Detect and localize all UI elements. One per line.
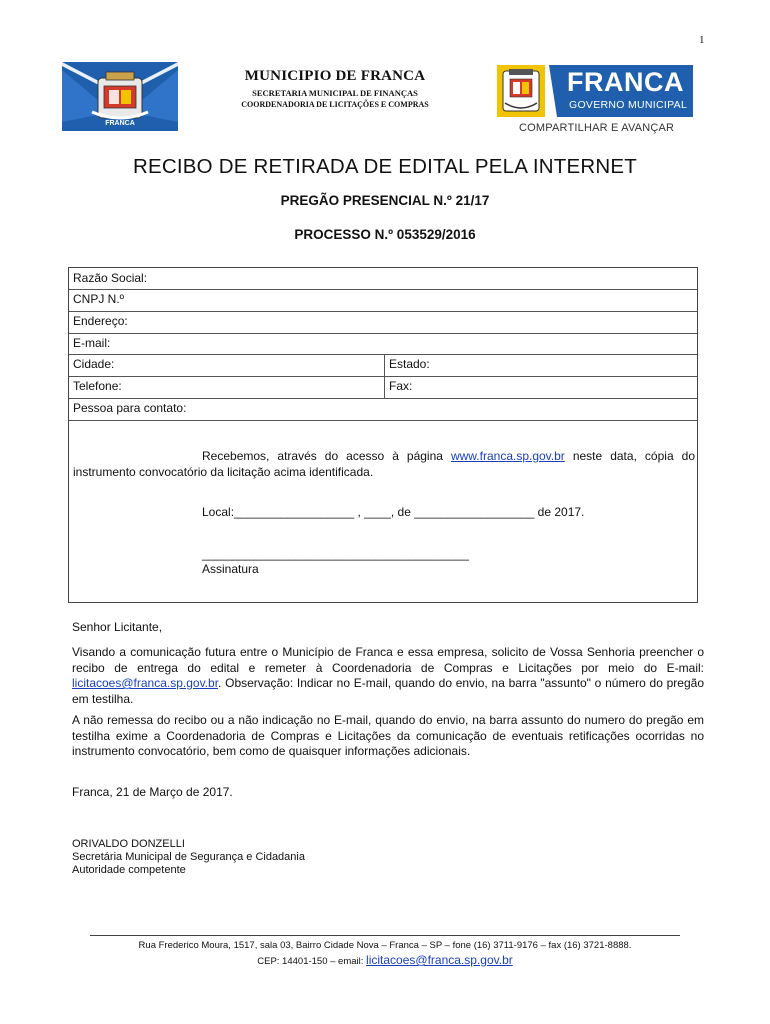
franca-website-link[interactable]: www.franca.sp.gov.br bbox=[450, 449, 565, 463]
signature-label: Assinatura bbox=[202, 562, 259, 576]
estado-label: Estado: bbox=[389, 357, 430, 371]
footer-contact bbox=[0, 953, 770, 967]
left-logo-label: FRANCA bbox=[105, 120, 135, 127]
signatory-name: ORIVALDO DONZELLI bbox=[72, 838, 185, 850]
header-title: MUNICIPIO DE FRANCA bbox=[244, 68, 426, 84]
processo-number: PROCESSO N.º 053529/2016 bbox=[294, 227, 476, 242]
form-row-endereco bbox=[69, 311, 697, 334]
slogan: COMPARTILHAR E AVANÇAR bbox=[519, 122, 675, 134]
cnpj-label: CNPJ N.º bbox=[73, 292, 125, 306]
pregao-number: PREGÃO PRESENCIAL N.º 21/17 bbox=[280, 193, 490, 208]
receipt-form bbox=[68, 267, 698, 603]
document-title: RECIBO DE RETIRADA DE EDITAL PELA INTERNET bbox=[133, 155, 637, 178]
right-logo-subtitle: GOVERNO MUNICIPAL bbox=[569, 99, 688, 111]
footer-address: Rua Frederico Moura, 1517, sala 03, Bairro Cidade Nova – Franca – SP – fone (16) 3711-9176 – fax (16) 3721-8888. bbox=[138, 940, 632, 951]
receipt-text-end: neste data, cópia do instrumento convocatório da licitação acima identificada. bbox=[73, 449, 695, 479]
instructions-text-end: . Observação: Indicar no E-mail, quando do envio, na barra "assunto" o número do pregão em testilha. bbox=[72, 676, 704, 706]
form-row-razao-social bbox=[69, 268, 697, 290]
franca-governo-municipal-logo bbox=[497, 65, 693, 117]
email-label: E-mail: bbox=[73, 336, 111, 350]
licitacoes-email-link[interactable]: licitacoes@franca.sp.gov.br bbox=[72, 676, 219, 690]
form-row-contato bbox=[69, 398, 697, 421]
signature-line: ________________________________________ bbox=[202, 547, 469, 561]
column-divider bbox=[384, 354, 385, 398]
document-date: Franca, 21 de Março de 2017. bbox=[72, 785, 233, 799]
contato-label: Pessoa para contato: bbox=[73, 401, 187, 415]
instructions-text-start: Visando a comunicação futura entre o Município de Franca e essa empresa, solicito de Vossa Senhoria preencher o recibo de entrega do edital e remeter à Coordenadoria de Compras e Licitações por meio do E-mail: bbox=[72, 645, 704, 675]
paragraph-instructions bbox=[72, 645, 704, 707]
right-logo-title: FRANCA bbox=[567, 67, 684, 97]
signatory-authority: Autoridade competente bbox=[72, 864, 186, 876]
page-number: 1 bbox=[699, 34, 705, 46]
signatory-role: Secretária Municipal de Segurança e Cidadania bbox=[72, 851, 305, 863]
razao-social-label: Razão Social: bbox=[73, 271, 148, 285]
municipal-coat-of-arms-logo bbox=[62, 62, 178, 131]
receipt-statement bbox=[73, 449, 695, 480]
greeting: Senhor Licitante, bbox=[72, 620, 163, 634]
cidade-label: Cidade: bbox=[73, 357, 115, 371]
form-row-cidade-estado bbox=[69, 354, 697, 377]
footer-cep: CEP: 14401-150 – email: bbox=[257, 956, 367, 967]
form-row-cnpj bbox=[69, 289, 697, 312]
local-date-line: Local:__________________ , ____, de __________________ de 2017. bbox=[202, 505, 585, 519]
form-row-telefone-fax bbox=[69, 376, 697, 399]
endereco-label: Endereço: bbox=[73, 314, 128, 328]
header-subtitle-procurement: COORDENADORIA DE LICITAÇÕES E COMPRAS bbox=[241, 100, 429, 109]
fax-label: Fax: bbox=[389, 379, 413, 393]
receipt-text-start: Recebemos, através do acesso à página bbox=[202, 449, 451, 463]
footer-email-link[interactable]: licitacoes@franca.sp.gov.br bbox=[366, 953, 513, 967]
form-row-email bbox=[69, 333, 697, 355]
footer-divider bbox=[90, 935, 680, 936]
header-subtitle-finance: SECRETARIA MUNICIPAL DE FINANÇAS bbox=[252, 88, 418, 98]
paragraph-warning: A não remessa do recibo ou a não indicação no E-mail, quando do envio, na barra assunto do numero do pregão em testilha exime a Coordenadoria de Compras e Licitações da comunicação de eventuais retificações ocorridas no instrumento convocatório, bem como de quaisquer informações adicionais. bbox=[72, 713, 704, 758]
telefone-label: Telefone: bbox=[73, 379, 122, 393]
